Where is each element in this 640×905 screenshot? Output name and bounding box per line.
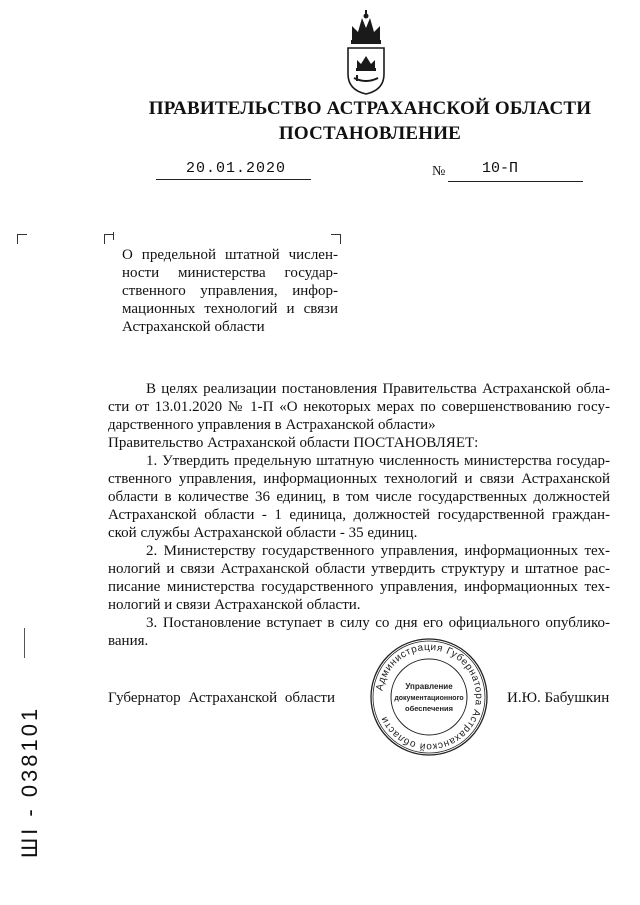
body-line: 2. Министерству государственного управления, информационных тех-	[146, 543, 610, 559]
stamp-center-line: Управление	[405, 682, 453, 691]
body-line: нологий и связи Астраханской области утвердить структуру и штатное рас-	[108, 561, 610, 577]
document-body	[108, 380, 610, 650]
government-title: ПРАВИТЕЛЬСТВО АСТРАХАНСКОЙ ОБЛАСТИ	[148, 98, 592, 119]
body-line: сти от 13.01.2020 № 1-П «О некоторых мерах по совершенствованию госу-	[108, 399, 610, 415]
body-line: писание министерства государственного управления, информационных тех-	[108, 579, 610, 595]
subject-line: ности министерства государ-	[122, 265, 338, 281]
body-line: области в количестве 36 единиц, в том числе государственных должностей	[108, 489, 610, 505]
document-date: 20.01.2020	[186, 160, 287, 177]
body-line: вания.	[108, 633, 149, 649]
body-line: Правительство Астраханской области ПОСТАНОВЛЯЕТ:	[108, 435, 479, 451]
body-line: 1. Утвердить предельную штатную численность министерства государ-	[146, 453, 610, 469]
document-number: 10-П	[482, 160, 519, 177]
number-label: №	[432, 164, 446, 179]
body-line: дарственного управления в Астраханской области»	[108, 417, 436, 433]
stamp-center-line: обеспечения	[404, 704, 454, 713]
stamp-ring-text: Администрация Губернатора Астраханской области	[374, 641, 485, 753]
stamp-center-line: документационного	[394, 695, 464, 702]
corner-mark	[113, 232, 114, 240]
document-type-title: ПОСТАНОВЛЕНИЕ	[278, 123, 462, 144]
subject-line: Астраханской области	[122, 319, 265, 335]
subject-line: мационных технологий и связи	[122, 301, 338, 317]
number-underline	[448, 180, 583, 182]
corner-mark	[17, 234, 27, 244]
body-line: нологий и связи Астраханской области.	[108, 597, 361, 613]
official-stamp	[368, 636, 490, 758]
serial-number: ШI - 038101	[17, 705, 42, 858]
date-underline	[156, 178, 311, 180]
coat-of-arms-icon	[342, 10, 390, 96]
body-line: 3. Постановление вступает в силу со дня его официального опублико-	[146, 615, 610, 631]
signatory-name: И.Ю. Бабушкин	[507, 690, 610, 706]
side-rule	[24, 628, 25, 658]
signatory-position: Губернатор Астраханской области	[108, 690, 336, 706]
body-line: ственного управления, информационных технологий и связи Астраханской	[108, 471, 610, 487]
subject-line: ственного управления, инфор-	[122, 283, 338, 299]
subject-block	[122, 246, 338, 336]
body-line: ской службы Астраханской области - 35 единиц.	[108, 525, 418, 541]
body-line: Астраханской области - 1 единица, должностей государственной граждан-	[108, 507, 610, 523]
corner-mark	[331, 234, 341, 244]
body-line: В целях реализации постановления Правительства Астраханской обла-	[146, 381, 610, 397]
subject-line: О предельной штатной числен-	[122, 247, 338, 263]
